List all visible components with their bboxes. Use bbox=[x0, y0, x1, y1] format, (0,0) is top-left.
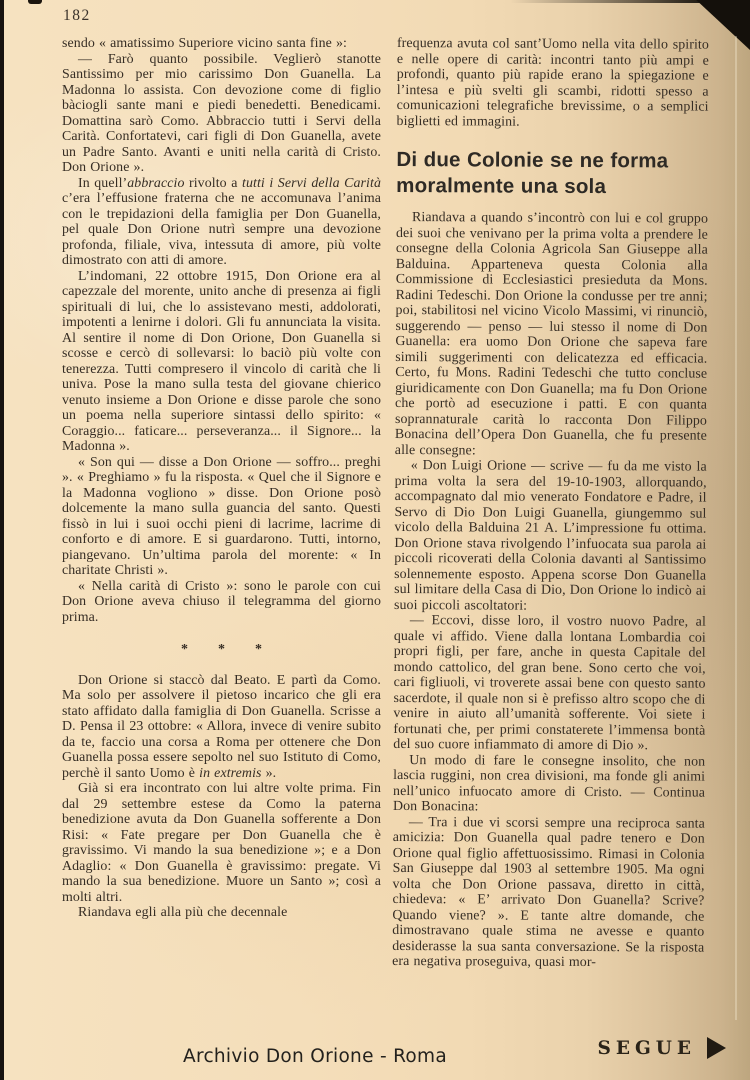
text-run: Già si era incontrato con lui altre volte prima. Fin dal 29 settembre estese da Como la paterna benedizione avuta da Don Guanella sofferente a Don Risi: « Fate pregare per Don Guanella che è gravissimo. Vi mando la sua benedizione »; e a Don Adaglio: « Don Guanella è gravissimo: pregate. Vi mando la sua benedizione. Muore un Santo »; così a molti altri. bbox=[62, 781, 381, 905]
section-separator: * * * bbox=[181, 642, 275, 657]
paragraph bbox=[62, 176, 381, 269]
paragraph bbox=[62, 673, 381, 782]
text-run: Un modo di fare le consegne insolito, che non lascia ruggini, non crea divisioni, ma fonde gli animi nell’unico infuocato amore di Cristo. — Continua Don Bonacina: bbox=[392, 752, 706, 815]
text-run: tutti i Servi della Carità bbox=[241, 175, 381, 191]
text-run: frequenza avuta col sant’Uomo nella vita dello spirito e nelle opere di carità: incontri tanto più ampi e profondi, quanto più rapide erano la spiegazione e l’intesa e più svelti gli scambi, ridotti spesso a comunicazioni telegrafiche brevissime, o a semplici biglietti ed immagini. bbox=[396, 36, 709, 130]
paragraph bbox=[393, 752, 705, 816]
arrow-right-icon bbox=[707, 1037, 726, 1059]
paragraph bbox=[395, 210, 708, 460]
text-run: c’era l’effusione fraterna che ne accomunava l’anima con le trepidazioni della famiglia per Don Guanella, pel quale Don Orione nutrì sempre una devozione profonda, filiale, viva, intessuta di amore, più volte dimostrato con atti di amore. bbox=[62, 191, 381, 268]
paragraph bbox=[62, 455, 381, 579]
text-run: — Eccovi, disse loro, il vostro nuovo Padre, al quale vi affido. Viene dalla lontana Lombardia coi propri figli, per fare, anche in questa Capitale del mondo cattolico, del gran bene. Sono certo che voi, cari figliuoli, vi troverete assai bene con questo santo sacerdote, il quale non si è prefisso altro scopo che di venire in aiuto all’umanità sofferente. Voi siete i fortunati che, per primi constaterete l’immensa bontà del suo cuore infiammato di amore di Dio ». bbox=[393, 613, 706, 754]
paragraph bbox=[392, 814, 705, 971]
right-column bbox=[392, 36, 709, 1040]
text-run: ». bbox=[261, 765, 277, 781]
text-run: « Son qui — disse a Don Orione — soffro... preghi ». « Preghiamo » fu la risposta. « Quel che il Signore e la Madonna vogliono » disse. Don Orione posò dolcemente la mano sulla guancia del santo. Questi fissò in lui i suoi occhi pieni di lacrime, lacrime di conforto e di amore. E si guardarono. Tutti, intorno, piangevano. Un’ultima parola del morente: « In charitate Christi ». bbox=[62, 454, 381, 578]
archive-caption: Archivio Don Orione - Roma bbox=[182, 1046, 448, 1067]
scan-edge-top bbox=[0, 0, 750, 3]
paragraph bbox=[393, 613, 706, 754]
text-run: Riandava a quando s’incontrò con lui e col gruppo dei suoi che venivano per la prima volta a prendere le consegne della Colonia Agricola San Giuseppe alla Balduina. Apparteneva questa Colonia alla Commissione di Ecclesiastici presieduta da Mons. Radini Tedeschi. Don Orione la condusse per tre anni; poi, stabilitosi nel vicino Vicolo Massimi, vi rinunciò, suggerendo — penso — lui stesso il nome di Don Guanella: era uomo Don Orione che sapeva fare simili suggerimenti con delicatezza ed efficacia. Certo, fu Mons. Radini Tedeschi che tutto concluse giuridicamente con Don Guanella; ma fu Don Orione che portò ad esecuzione i patti. E con quanta soprannaturale carità lo racconta Don Filippo Bonacina dell’Opera Don Guanella, che fu presente alle consegne: bbox=[394, 210, 709, 458]
page-number: 182 bbox=[63, 7, 91, 24]
text-run: rivolto a bbox=[184, 175, 242, 191]
text-run: « Don Luigi Orione — scrive — fu da me visto la prima volta la sera del 19-10-1903, allorquando, accompagnato dal mio venerato Fondatore e Padre, il Servo di Dio Don Luigi Guanella, giungemmo sul vicolo della Balduina 21 A. L’impressione fu ottima. Don Orione stava rivolgendo l’infuocata sua parola ai piccoli ricoverati della Colonia davanti al Santissimo solennemente esposto. Appena scorse Don Guanella sul limitare della Casa di Dio, Don Orione lo indicò ai suoi piccoli ascoltatori: bbox=[393, 458, 707, 614]
text-run: abbraccio bbox=[127, 175, 185, 191]
scan-edge-left bbox=[0, 0, 4, 1080]
segue-label: SEGUE bbox=[597, 1037, 696, 1059]
text-run: — Farò quanto possibile. Veglierò stanotte Santissimo per mio carissimo Don Guanella. La Madonna lo assista. Con devozione come di figlio bàciogli sante mani e piedi benedetti. Benedicami. Domattina sarò Como. Abbraccio tutti i Servi della Carità. Confortatevi, cari figli di Don Guanella, avete un Padre Santo. Avanti e uniti nella carità di Cristo. Don Orione ». bbox=[62, 51, 381, 175]
paragraph bbox=[62, 905, 381, 921]
text-run: L’indomani, 22 ottobre 1915, Don Orione era al capezzale del morente, unito anche di presenza ai figli spirituali di lui, che lo assistevano mesti, addolorati, impotenti a lenirne i dolori. Gli fu annunciata la visita. Al sentire il nome di Don Orione, Don Guanella si scosse e cercò di sollevarsi: lo baciò più volte con tenerezza. Tutti compresero il vincolo di carità che li univa. Pose la mano sulla testa del giovane chierico venuto insieme a Don Orione e disse parole che sono un poema nella superiore sintassi dello spirito: « Coraggio... faticare... perseveranza... il Signore... la Madonna ». bbox=[62, 268, 381, 454]
text-run: « Nella carità di Cristo »: sono le parole con cui Don Orione aveva chiuso il telegramma del giorno prima. bbox=[62, 578, 381, 625]
text-run: In quell’ bbox=[78, 175, 128, 191]
paragraph bbox=[62, 781, 381, 905]
text-run: in extremis bbox=[199, 765, 262, 781]
paragraph bbox=[62, 52, 381, 176]
text-run: Riandava egli alla più che decennale bbox=[78, 905, 288, 920]
text-run: Don Orione si staccò dal Beato. E partì da Como. Ma solo per assolvere il pietoso incarico che gli era stato affidato dalla famiglia di Don Guanella. Scrisse a D. Pensa il 23 ottobre: « Allora, invece di venire subito da te, faccio una corsa a Roma per ottenere che Don Guanella possa essere sepolto nel suo Istituto di Como, perchè il santo Uomo è bbox=[62, 672, 381, 781]
text-run: — Tra i due vi scorsi sempre una reciproca santa amicizia: Don Guanella qual padre tenero e Don Orione qual figlio affettuosissimo. Rimasi in Colonia San Giuseppe dal 1903 al settembre 1905. Ma ogni volta che Don Orione passava, diretto in città, chiedeva: « E’ arrivato Don Guanella? Scrive? Quando viene? ». E tante altre domande, che dimostravano quale stima ne avesse e quanto desiderasse la sua santa conversazione. Se la risposta era negativa proseguiva, quasi mor- bbox=[392, 814, 705, 971]
left-column bbox=[62, 36, 381, 1038]
section-heading: Di due Colonie se ne forma moralmente una sola bbox=[396, 147, 669, 199]
paragraph bbox=[62, 269, 381, 455]
text-run: sendo « amatissimo Superiore vicino santa fine »: bbox=[62, 36, 347, 51]
paragraph bbox=[397, 36, 709, 131]
scan-mark-topleft bbox=[28, 0, 42, 4]
paragraph bbox=[62, 36, 381, 52]
page-gutter-highlight bbox=[735, 36, 737, 1020]
paragraph bbox=[394, 458, 707, 615]
paragraph bbox=[62, 579, 381, 626]
